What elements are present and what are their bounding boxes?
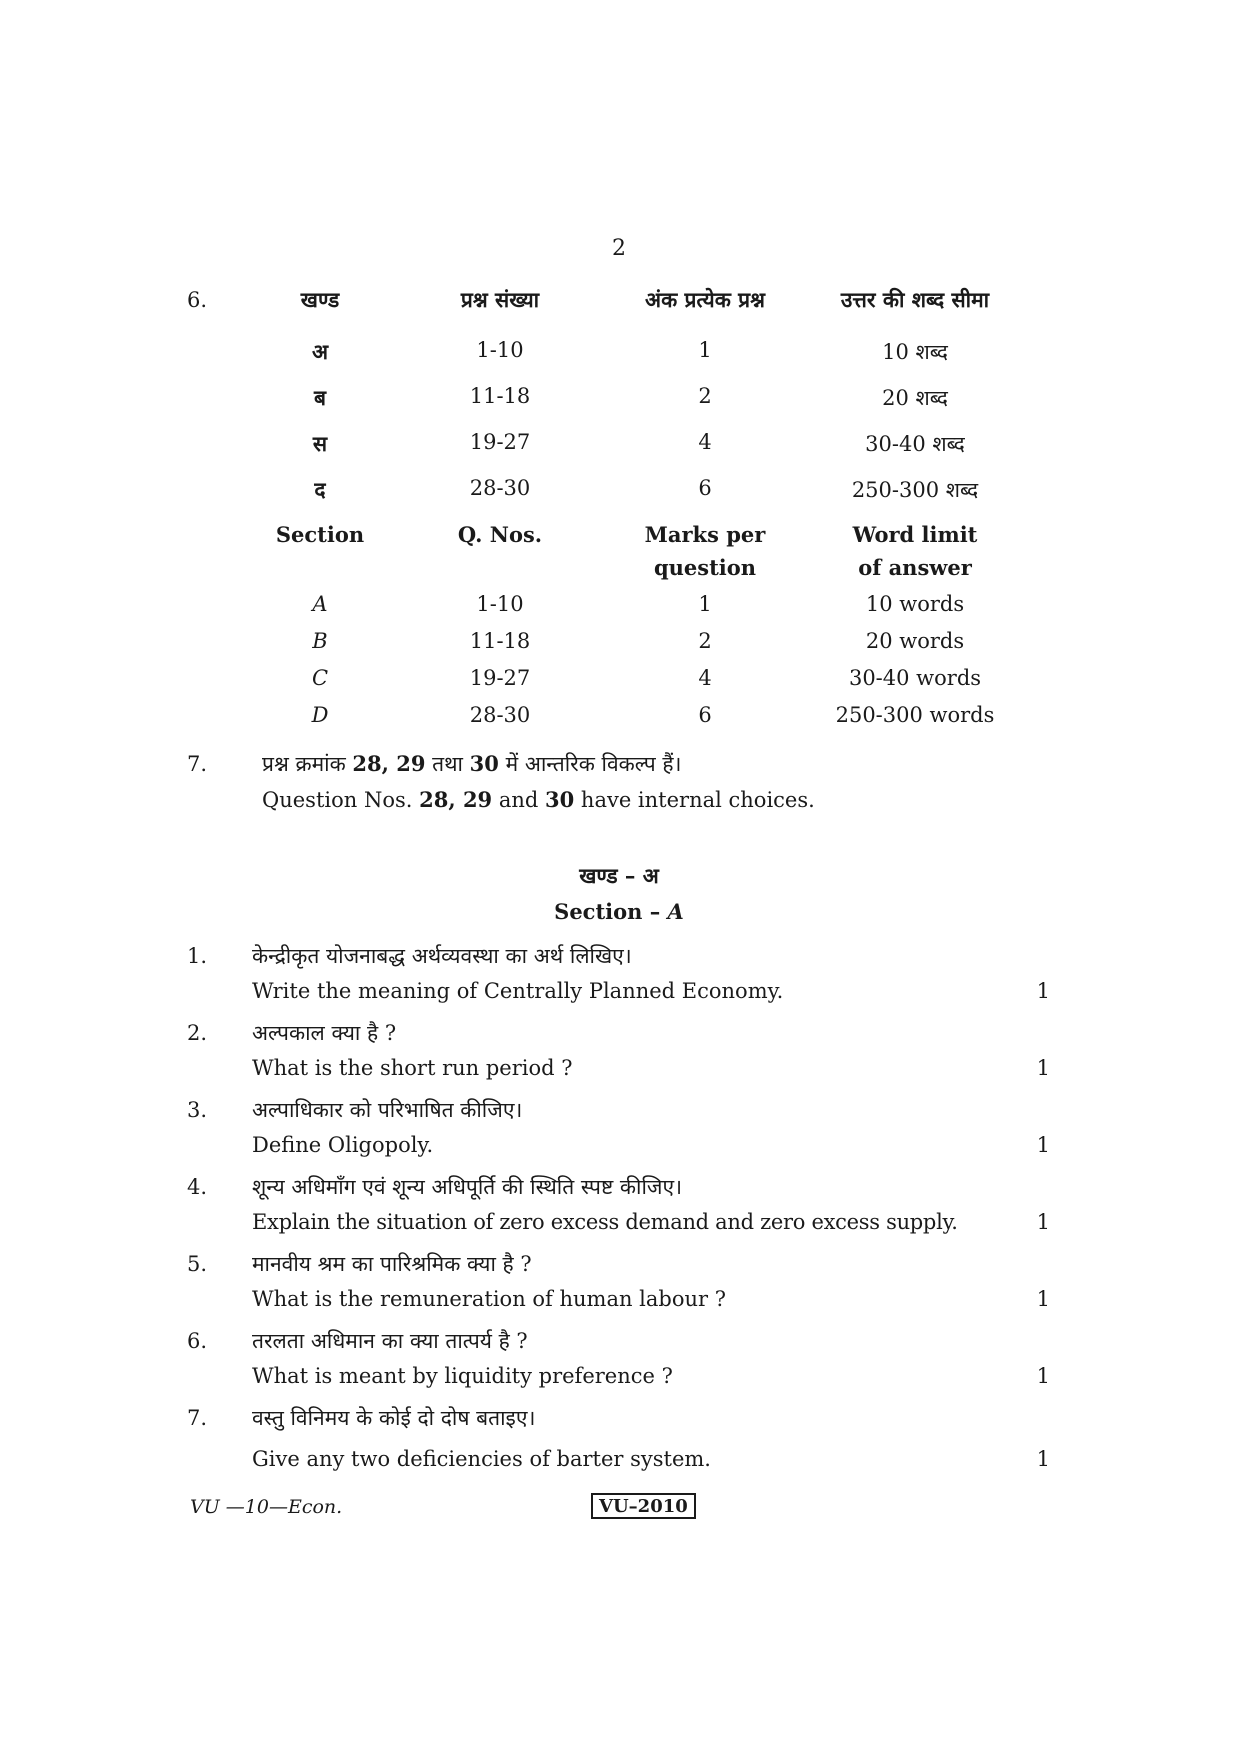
eng-row-3-limit: 30-40 words <box>848 666 982 690</box>
hindi-row-4-qnos: 28-30 <box>469 476 531 500</box>
footer-boxed-code: VU–2010 <box>591 1493 696 1519</box>
hindi-row-2-section: ब <box>314 385 326 410</box>
question-1-hindi: केन्द्रीकृत योजनाबद्ध अर्थव्यवस्था का अर्थ लिखिए। <box>252 944 632 968</box>
hindi-row-3-section: स <box>312 431 328 456</box>
question-2-hindi: अल्पकाल क्या है ? <box>252 1021 397 1045</box>
question-5-english: What is the remuneration of human labour ? <box>252 1287 726 1311</box>
eng-row-4-qnos: 28-30 <box>469 703 531 727</box>
hindi-row-1-limit: 10 शब्द <box>882 340 948 364</box>
eng-row-3-section: C <box>311 666 329 690</box>
eng-row-2-section: B <box>312 629 328 653</box>
instruction-7-english: Question Nos. 28, 29 and 30 have internal choices. <box>262 787 815 812</box>
eng-row-2-qnos: 11-18 <box>469 629 531 653</box>
question-1-number: 1. <box>187 944 208 968</box>
eng-row-1-marks: 1 <box>698 592 712 616</box>
question-2-marks: 1 <box>1036 1056 1050 1080</box>
eng-header-section: Section <box>275 522 365 547</box>
question-3-english: Define Oligopoly. <box>252 1133 434 1157</box>
instruction-7-number: 7. <box>187 752 208 776</box>
eng-row-1-qnos: 1-10 <box>476 592 524 616</box>
section-heading-english: Section – A <box>554 899 684 924</box>
question-6-hindi: तरलता अधिमान का क्या तात्पर्य है ? <box>252 1329 528 1353</box>
question-2-number: 2. <box>187 1021 208 1045</box>
eng-row-3-qnos: 19-27 <box>469 666 531 690</box>
hindi-header-section: खण्ड <box>300 287 340 312</box>
eng-row-4-limit: 250-300 words <box>835 703 995 727</box>
question-6-marks: 1 <box>1036 1364 1050 1388</box>
hindi-header-limit: उत्तर की शब्द सीमा <box>840 287 990 312</box>
eng-header-marks-line1: Marks per <box>644 522 766 547</box>
question-4-english: Explain the situation of zero excess demand and zero excess supply. <box>252 1210 958 1234</box>
footer-paper-code: VU —10—Econ. <box>190 1496 343 1518</box>
page-number: 2 <box>612 236 626 261</box>
question-4-hindi: शून्य अधिमाँग एवं शून्य अधिपूर्ति की स्थिति स्पष्ट कीजिए। <box>252 1175 683 1199</box>
question-3-hindi: अल्पाधिकार को परिभाषित कीजिए। <box>252 1098 523 1122</box>
hindi-row-4-marks: 6 <box>698 476 712 500</box>
question-3-number: 3. <box>187 1098 208 1122</box>
question-7-marks: 1 <box>1036 1447 1050 1471</box>
hindi-row-3-qnos: 19-27 <box>469 430 531 454</box>
eng-row-4-marks: 6 <box>698 703 712 727</box>
section-heading-hindi: खण्ड – अ <box>579 863 659 888</box>
eng-row-1-limit: 10 words <box>865 592 965 616</box>
question-7-hindi: वस्तु विनिमय के कोई दो दोष बताइए। <box>252 1406 536 1430</box>
question-1-marks: 1 <box>1036 979 1050 1003</box>
hindi-row-2-qnos: 11-18 <box>469 384 531 408</box>
question-6-english: What is meant by liquidity preference ? <box>252 1364 673 1388</box>
hindi-row-3-limit: 30-40 शब्द <box>865 432 965 456</box>
question-7-number: 7. <box>187 1406 208 1430</box>
question-2-english: What is the short run period ? <box>252 1056 573 1080</box>
question-5-number: 5. <box>187 1252 208 1276</box>
eng-row-1-section: A <box>312 592 328 616</box>
eng-header-qnos: Q. Nos. <box>457 522 543 547</box>
eng-row-4-section: D <box>311 703 329 727</box>
question-6-number: 6. <box>187 1329 208 1353</box>
question-5-hindi: मानवीय श्रम का पारिश्रमिक क्या है ? <box>252 1252 532 1276</box>
eng-header-limit-line2: of answer <box>858 555 972 580</box>
eng-row-2-limit: 20 words <box>865 629 965 653</box>
hindi-header-marks: अंक प्रत्येक प्रश्न <box>645 287 765 312</box>
eng-row-3-marks: 4 <box>698 666 712 690</box>
eng-row-2-marks: 2 <box>698 629 712 653</box>
instruction-6-number: 6. <box>187 288 208 312</box>
eng-header-marks-line2: question <box>653 555 757 580</box>
hindi-header-qnos: प्रश्न संख्या <box>460 287 540 312</box>
question-3-marks: 1 <box>1036 1133 1050 1157</box>
hindi-row-4-section: द <box>314 477 326 502</box>
hindi-row-4-limit: 250-300 शब्द <box>851 478 979 502</box>
hindi-row-3-marks: 4 <box>698 430 712 454</box>
question-4-number: 4. <box>187 1175 208 1199</box>
question-5-marks: 1 <box>1036 1287 1050 1311</box>
hindi-row-2-marks: 2 <box>698 384 712 408</box>
instruction-7-hindi: प्रश्न क्रमांक 28, 29 तथा 30 में आन्तरिक विकल्प हैं। <box>262 751 682 776</box>
hindi-row-2-limit: 20 शब्द <box>882 386 948 410</box>
question-4-marks: 1 <box>1036 1210 1050 1234</box>
hindi-row-1-marks: 1 <box>698 338 712 362</box>
question-7-english: Give any two deficiencies of barter system. <box>252 1447 711 1471</box>
hindi-row-1-qnos: 1-10 <box>476 338 524 362</box>
eng-header-limit-line1: Word limit <box>852 522 978 547</box>
hindi-row-1-section: अ <box>311 339 329 364</box>
question-1-english: Write the meaning of Centrally Planned Economy. <box>252 979 784 1003</box>
